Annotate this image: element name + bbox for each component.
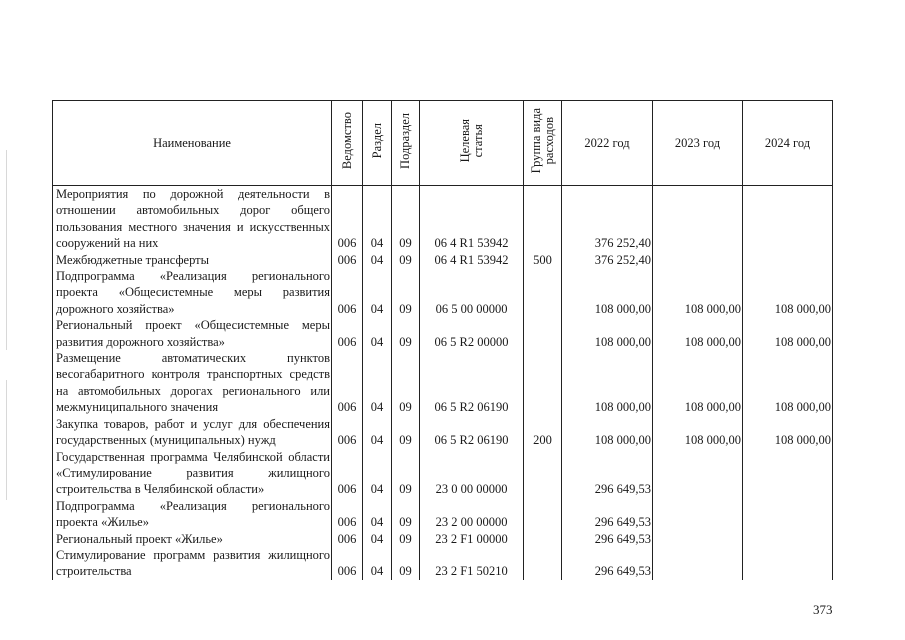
table-header (53, 101, 833, 186)
row-vedomstvo: 006 (332, 268, 363, 317)
row-amount-2022: 108 000,00 (562, 416, 653, 449)
row-amount-2023 (653, 531, 743, 547)
row-name: Размещение автоматических пунктов весогабаритного контроля транспортных средств на автомобильных дорогах регионального или межмуниципального значения (53, 350, 332, 416)
row-celevaya-statya: 23 2 00 00000 (420, 498, 524, 531)
row-name: Региональный проект «Общесистемные меры развития дорожного хозяйства» (53, 317, 332, 350)
row-amount-2024 (743, 531, 833, 547)
row-celevaya-statya: 06 5 R2 00000 (420, 317, 524, 350)
row-celevaya-statya: 06 4 R1 53942 (420, 186, 524, 252)
row-podrazdel: 09 (392, 350, 420, 416)
row-celevaya-statya: 06 5 00 00000 (420, 268, 524, 317)
row-amount-2023 (653, 252, 743, 268)
table-row (53, 350, 833, 416)
row-celevaya-statya: 06 5 R2 06190 (420, 416, 524, 449)
header-celevaya-statya: Целевая статья (420, 101, 524, 186)
row-name: Мероприятия по дорожной деятельности в отношении автомобильных дорог общего пользования местного значения и искусственных сооружений на них (53, 186, 332, 252)
header-gruppa-vida-rashodov: Группа вида расходов (524, 101, 562, 186)
row-amount-2022: 108 000,00 (562, 268, 653, 317)
row-amount-2024: 108 000,00 (743, 416, 833, 449)
row-vedomstvo: 006 (332, 531, 363, 547)
row-gruppa (524, 547, 562, 580)
header-razdel: Раздел (363, 101, 392, 186)
budget-table (52, 100, 833, 580)
row-podrazdel: 09 (392, 317, 420, 350)
row-gruppa (524, 186, 562, 252)
row-razdel: 04 (363, 498, 392, 531)
row-celevaya-statya: 06 4 R1 53942 (420, 252, 524, 268)
row-amount-2024: 108 000,00 (743, 268, 833, 317)
header-podrazdel: Подраздел (392, 101, 420, 186)
row-gruppa (524, 449, 562, 498)
row-podrazdel: 09 (392, 498, 420, 531)
row-amount-2023: 108 000,00 (653, 416, 743, 449)
row-razdel: 04 (363, 350, 392, 416)
row-amount-2022: 296 649,53 (562, 449, 653, 498)
row-name: Подпрограмма «Реализация регионального проекта «Общесистемные меры развития дорожного хозяйства» (53, 268, 332, 317)
row-amount-2023 (653, 498, 743, 531)
row-amount-2022: 296 649,53 (562, 547, 653, 580)
row-amount-2024 (743, 252, 833, 268)
table-row (53, 252, 833, 268)
row-gruppa: 500 (524, 252, 562, 268)
row-razdel: 04 (363, 449, 392, 498)
table-row (53, 416, 833, 449)
row-amount-2022: 108 000,00 (562, 317, 653, 350)
header-year-2023: 2023 год (653, 101, 743, 186)
row-amount-2023: 108 000,00 (653, 317, 743, 350)
scan-edge-mark (6, 380, 7, 500)
row-gruppa (524, 350, 562, 416)
row-name: Государственная программа Челябинской области «Стимулирование развития жилищного строительства в Челябинской области» (53, 449, 332, 498)
row-razdel: 04 (363, 317, 392, 350)
row-gruppa (524, 317, 562, 350)
table-row (53, 531, 833, 547)
header-vedomstvo: Ведомство (332, 101, 363, 186)
row-amount-2024: 108 000,00 (743, 317, 833, 350)
table-row (53, 317, 833, 350)
row-amount-2023: 108 000,00 (653, 268, 743, 317)
row-amount-2023 (653, 449, 743, 498)
row-amount-2022: 296 649,53 (562, 498, 653, 531)
row-razdel: 04 (363, 268, 392, 317)
row-name: Стимулирование программ развития жилищного строительства (53, 547, 332, 580)
row-amount-2024 (743, 449, 833, 498)
row-gruppa (524, 498, 562, 531)
row-vedomstvo: 006 (332, 449, 363, 498)
header-year-2024: 2024 год (743, 101, 833, 186)
row-vedomstvo: 006 (332, 350, 363, 416)
row-amount-2024 (743, 186, 833, 252)
row-name: Региональный проект «Жилье» (53, 531, 332, 547)
row-vedomstvo: 006 (332, 547, 363, 580)
row-name: Подпрограмма «Реализация регионального проекта «Жилье» (53, 498, 332, 531)
row-amount-2023 (653, 186, 743, 252)
row-amount-2024 (743, 547, 833, 580)
table-row (53, 547, 833, 580)
row-razdel: 04 (363, 252, 392, 268)
row-amount-2022: 376 252,40 (562, 186, 653, 252)
row-gruppa (524, 268, 562, 317)
row-vedomstvo: 006 (332, 186, 363, 252)
header-year-2022: 2022 год (562, 101, 653, 186)
row-razdel: 04 (363, 547, 392, 580)
row-podrazdel: 09 (392, 531, 420, 547)
row-vedomstvo: 006 (332, 416, 363, 449)
row-celevaya-statya: 06 5 R2 06190 (420, 350, 524, 416)
row-gruppa: 200 (524, 416, 562, 449)
row-celevaya-statya: 23 2 F1 00000 (420, 531, 524, 547)
row-amount-2022: 376 252,40 (562, 252, 653, 268)
row-amount-2024: 108 000,00 (743, 350, 833, 416)
scan-edge-mark (6, 150, 7, 350)
row-name: Межбюджетные трансферты (53, 252, 332, 268)
row-podrazdel: 09 (392, 268, 420, 317)
table-row (53, 186, 833, 252)
page-number: 373 (813, 602, 833, 617)
row-gruppa (524, 531, 562, 547)
row-amount-2023: 108 000,00 (653, 350, 743, 416)
row-razdel: 04 (363, 186, 392, 252)
row-amount-2024 (743, 498, 833, 531)
table-row (53, 449, 833, 498)
row-amount-2022: 296 649,53 (562, 531, 653, 547)
row-razdel: 04 (363, 416, 392, 449)
row-celevaya-statya: 23 2 F1 50210 (420, 547, 524, 580)
header-name: Наименование (53, 101, 332, 186)
row-vedomstvo: 006 (332, 317, 363, 350)
row-podrazdel: 09 (392, 449, 420, 498)
table-row (53, 268, 833, 317)
row-celevaya-statya: 23 0 00 00000 (420, 449, 524, 498)
row-vedomstvo: 006 (332, 498, 363, 531)
row-podrazdel: 09 (392, 252, 420, 268)
row-podrazdel: 09 (392, 186, 420, 252)
row-amount-2023 (653, 547, 743, 580)
table-body (53, 186, 833, 580)
row-podrazdel: 09 (392, 547, 420, 580)
table-row (53, 498, 833, 531)
row-vedomstvo: 006 (332, 252, 363, 268)
row-podrazdel: 09 (392, 416, 420, 449)
row-amount-2022: 108 000,00 (562, 350, 653, 416)
row-razdel: 04 (363, 531, 392, 547)
row-name: Закупка товаров, работ и услуг для обеспечения государственных (муниципальных) нужд (53, 416, 332, 449)
